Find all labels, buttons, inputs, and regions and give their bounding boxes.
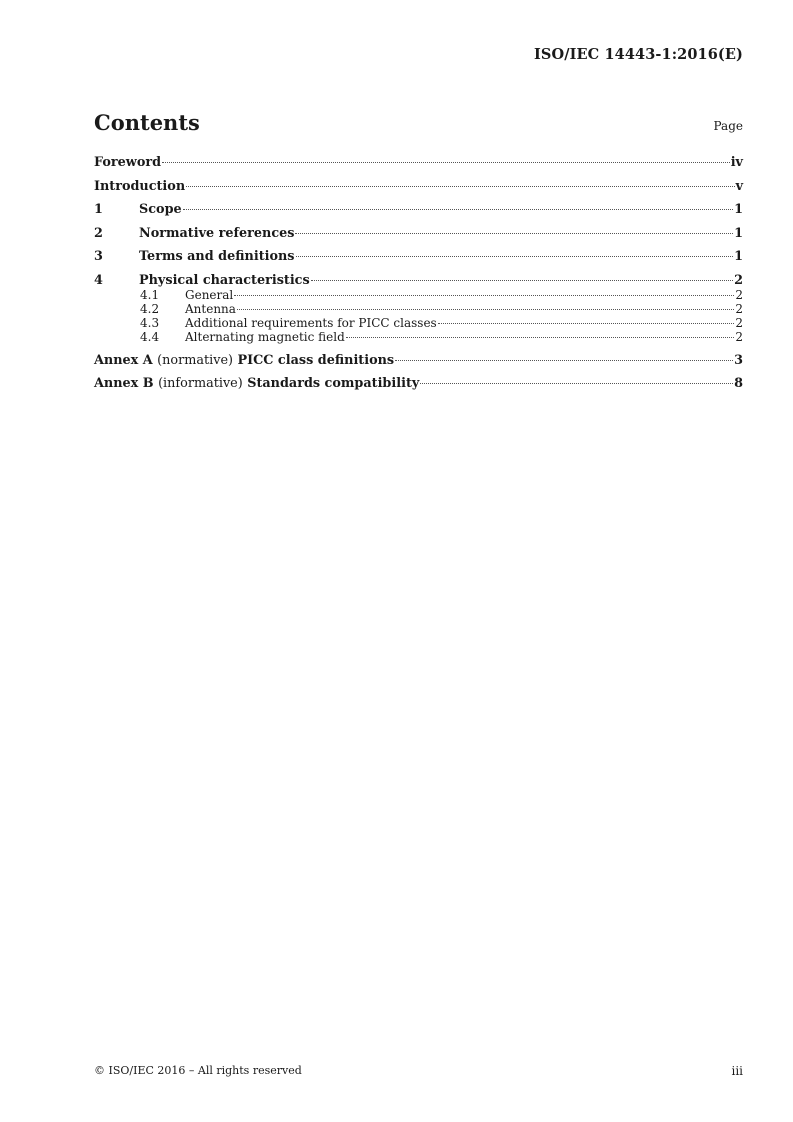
toc-entry-label: General <box>185 287 234 302</box>
toc-entry-label: Normative references <box>139 225 295 241</box>
dot-leader <box>234 295 734 296</box>
toc-entry-antenna[interactable] <box>94 302 743 316</box>
contents-header <box>94 110 743 135</box>
toc-entry-label: Physical characteristics <box>139 272 310 288</box>
toc-page-number: 1 <box>734 249 743 264</box>
toc-page-number: 3 <box>734 352 743 368</box>
dot-leader <box>162 162 730 163</box>
toc-page-number: 8 <box>734 376 743 392</box>
toc-entry-label: Additional requirements for PICC classes <box>185 315 437 330</box>
footer-page-number: iii <box>731 1064 743 1078</box>
table-of-contents <box>94 155 743 391</box>
toc-page-number: 2 <box>735 301 743 316</box>
dot-leader <box>296 256 734 257</box>
toc-clause-number: 4 <box>94 272 103 288</box>
dot-leader <box>295 233 733 234</box>
toc-entry-label: Antenna <box>185 301 236 316</box>
toc-clause-number: 2 <box>94 225 103 241</box>
dot-leader <box>438 323 735 324</box>
dot-leader <box>346 337 735 338</box>
toc-entry-label <box>94 353 394 368</box>
toc-entry-foreword[interactable] <box>94 155 743 170</box>
toc-entry-label: Scope <box>139 202 182 217</box>
toc-entry-general[interactable] <box>94 288 743 302</box>
dot-leader <box>237 309 734 310</box>
toc-page-number: v <box>735 178 743 194</box>
toc-clause-number: 3 <box>94 249 103 264</box>
page-column-label: Page <box>713 119 743 133</box>
annex-prefix: Annex A <box>94 352 153 368</box>
toc-entry-terms-and-definitions[interactable] <box>94 249 743 264</box>
copyright-notice: © ISO/IEC 2016 – All rights reserved <box>94 1064 302 1077</box>
toc-entry-scope[interactable] <box>94 202 743 217</box>
toc-entry-normative-references[interactable] <box>94 226 743 241</box>
toc-clause-number: 4.1 <box>140 287 160 302</box>
toc-entry-additional-requirements[interactable] <box>94 316 743 330</box>
toc-clause-number: 1 <box>94 202 103 217</box>
dot-leader <box>395 360 733 361</box>
annex-kind: (normative) <box>157 352 234 368</box>
toc-entry-annex-a[interactable] <box>94 353 743 368</box>
document-id: ISO/IEC 14443-1:2016(E) <box>534 46 743 63</box>
toc-entry-introduction[interactable] <box>94 179 743 194</box>
toc-page-number: 2 <box>735 330 743 345</box>
dot-leader <box>183 209 733 210</box>
toc-page-number: 1 <box>734 225 743 241</box>
contents-title: Contents <box>94 110 200 135</box>
toc-entry-label: Introduction <box>94 178 186 194</box>
annex-title: Standards compatibility <box>247 376 420 392</box>
toc-entry-alternating-magnetic-field[interactable] <box>94 330 743 344</box>
toc-page-number: 2 <box>735 315 743 330</box>
toc-page-number: 2 <box>735 287 743 302</box>
toc-page-number: 1 <box>734 202 743 217</box>
toc-entry-physical-characteristics[interactable] <box>94 273 743 288</box>
toc-entry-label: Alternating magnetic field <box>185 330 345 345</box>
toc-clause-number: 4.4 <box>140 330 160 345</box>
toc-clause-number: 4.3 <box>140 315 160 330</box>
dot-leader <box>186 186 734 187</box>
toc-entry-label <box>94 376 419 391</box>
dot-leader <box>420 383 733 384</box>
annex-prefix: Annex B <box>94 376 154 392</box>
page-footer <box>94 1064 743 1078</box>
toc-clause-number: 4.2 <box>140 301 160 316</box>
annex-kind: (informative) <box>158 376 243 392</box>
toc-entry-label: Foreword <box>94 155 162 170</box>
toc-page-number: iv <box>730 155 743 170</box>
annex-title: PICC class definitions <box>237 352 395 368</box>
toc-page-number: 2 <box>734 272 743 288</box>
toc-entry-annex-b[interactable] <box>94 376 743 391</box>
dot-leader <box>311 280 733 281</box>
toc-entry-label: Terms and definitions <box>139 249 295 264</box>
